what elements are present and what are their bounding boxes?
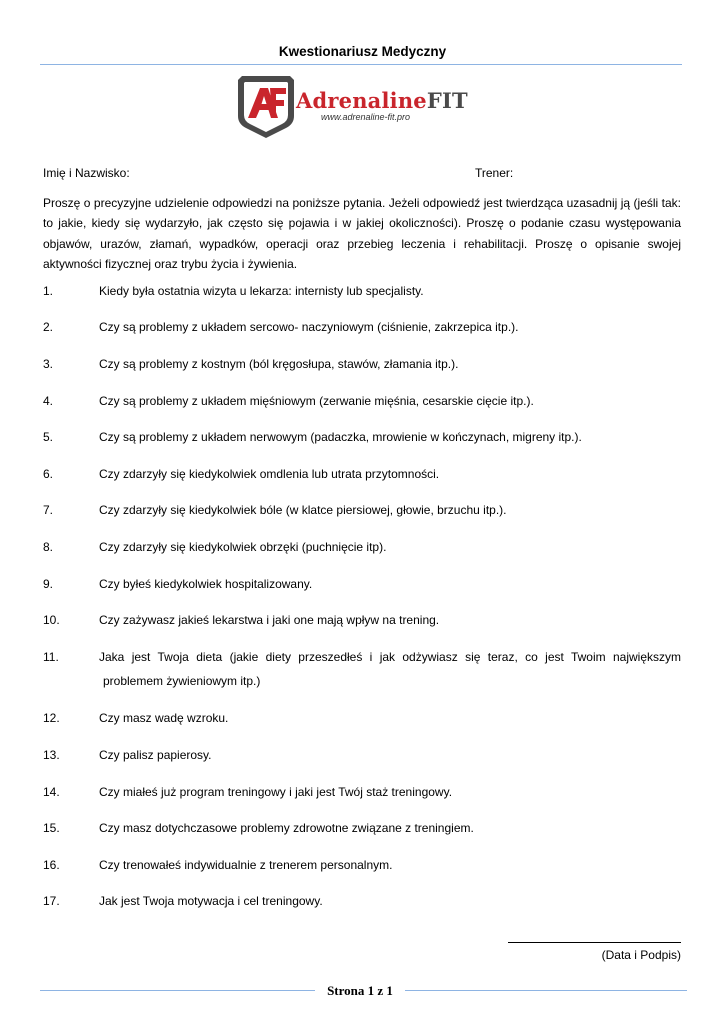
footer-divider-right	[405, 990, 687, 991]
question-text: Jaka jest Twoja dieta (jakie diety przeszedłeś i jak odżywiasz się teraz, co jest Twoim największym	[99, 650, 681, 664]
signature-label: (Data i Podpis)	[601, 948, 681, 962]
trainer-field-label: Trener:	[475, 166, 514, 180]
footer-divider-left	[40, 990, 315, 991]
page-number: Strona 1 z 1	[327, 983, 393, 998]
question-text: Czy palisz papierosy.	[99, 748, 212, 762]
question-text: Czy masz wadę wzroku.	[99, 711, 229, 725]
question-number: 8.	[43, 540, 54, 554]
question-text: Czy zdarzyły się kiedykolwiek obrzęki (puchnięcie itp).	[99, 540, 387, 554]
question-number: 15.	[43, 821, 60, 835]
intro-paragraph: Proszę o precyzyjne udzielenie odpowiedzi na poniższe pytania. Jeżeli odpowiedź jest twierdząca uzasadnij ją (jeśli tak: to jakie, kiedy się wydarzyło, jak często się pojawia i w jakiej okoliczności). Proszę o podanie czasu występowania objawów, urazów, złamań, wypadków, operacji oraz przebieg leczenia i rehabilitacji. Proszę o opisanie swojej aktywności fizycznej oraz trybu życia i żywienia.	[43, 196, 681, 271]
question-number: 2.	[43, 320, 54, 334]
logo-url: www.adrenaline-fit.pro	[321, 112, 411, 122]
question-number: 9.	[43, 577, 54, 591]
question-number: 14.	[43, 785, 60, 799]
question-text: Kiedy była ostatnia wizyta u lekarza: internisty lub specjalisty.	[99, 284, 424, 298]
question-text: Czy są problemy z układem mięśniowym (zerwanie mięśnia, cesarskie cięcie itp.).	[99, 394, 534, 408]
question-number: 13.	[43, 748, 60, 762]
logo-brand-red: Adrenaline	[296, 88, 427, 113]
question-text: Czy zażywasz jakieś lekarstwa i jaki one mają wpływ na trening.	[99, 613, 440, 627]
question-number: 5.	[43, 430, 54, 444]
question-text: Czy miałeś już program treningowy i jaki jest Twój staż treningowy.	[99, 785, 453, 799]
question-number: 10.	[43, 613, 60, 627]
question-text: Czy byłeś kiedykolwiek hospitalizowany.	[99, 577, 313, 591]
question-text: Czy trenowałeś indywidualnie z trenerem personalnym.	[99, 858, 393, 872]
header-divider	[40, 64, 682, 65]
question-text: Czy są problemy z układem sercowo- naczyniowym (ciśnienie, zakrzepica itp.).	[99, 320, 519, 334]
question-text: Czy zdarzyły się kiedykolwiek bóle (w klatce piersiowej, głowie, brzuchu itp.).	[99, 503, 507, 517]
question-text: Czy są problemy z kostnym (ból kręgosłupa, stawów, złamania itp.).	[99, 357, 459, 371]
logo-badge-icon	[234, 72, 298, 140]
question-number: 3.	[43, 357, 54, 371]
logo-brand-name	[296, 88, 468, 113]
question-text: Czy masz dotychczasowe problemy zdrowotne związane z treningiem.	[99, 821, 474, 835]
question-number: 17.	[43, 894, 60, 908]
question-text: Jak jest Twoja motywacja i cel treningowy.	[99, 894, 323, 908]
name-field-label: Imię i Nazwisko:	[43, 166, 130, 180]
question-number: 7.	[43, 503, 54, 517]
signature-line	[508, 942, 681, 943]
question-text-continued: problemem żywieniowym itp.)	[103, 674, 261, 688]
question-text: Czy zdarzyły się kiedykolwiek omdlenia lub utrata przytomności.	[99, 467, 440, 481]
question-number: 6.	[43, 467, 54, 481]
question-text: Czy są problemy z układem nerwowym (padaczka, mrowienie w kończynach, migreny itp.).	[99, 430, 582, 444]
question-number: 16.	[43, 858, 60, 872]
question-number: 12.	[43, 711, 60, 725]
adrenalinefit-logo	[234, 72, 494, 142]
question-number: 1.	[43, 284, 54, 298]
question-number: 4.	[43, 394, 54, 408]
logo-brand-gray: FIT	[426, 88, 468, 113]
question-number: 11.	[43, 650, 59, 664]
document-title: Kwestionariusz Medyczny	[278, 44, 447, 59]
